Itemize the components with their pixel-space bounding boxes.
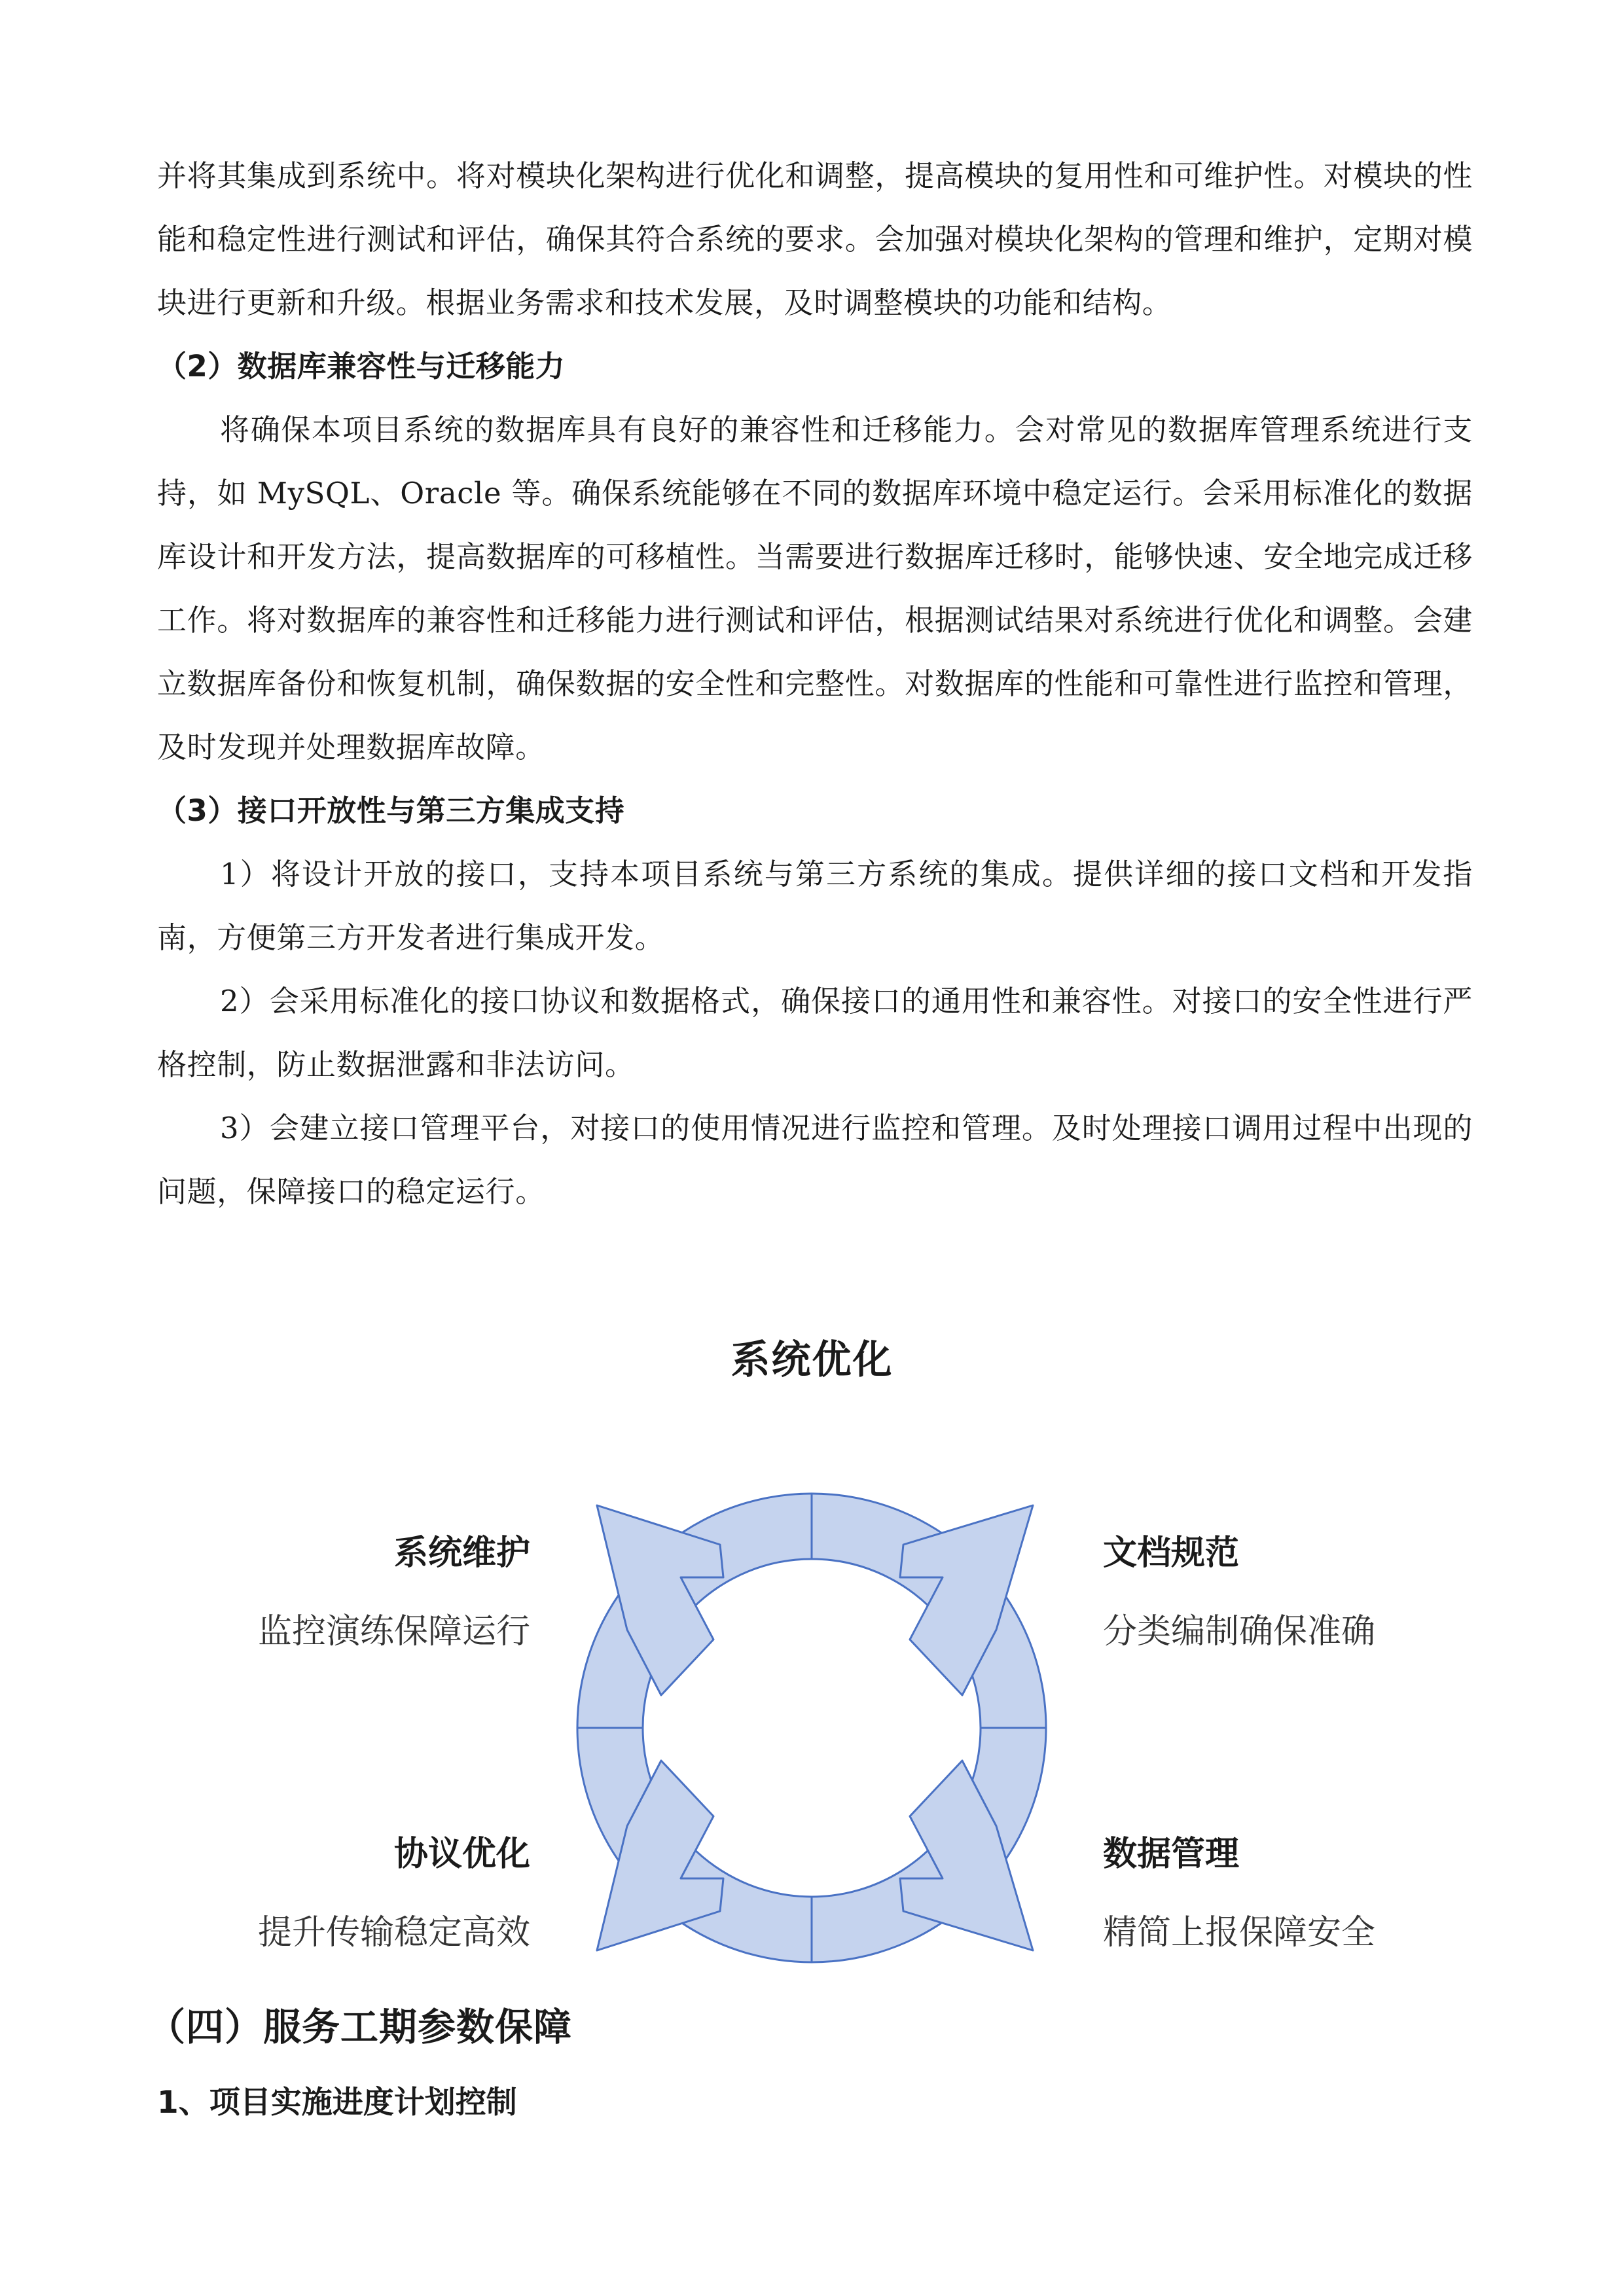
body-text: [157, 144, 1473, 1223]
cycle-ring: [577, 1494, 1046, 1962]
label-system-maintenance-desc: 监控演练保障运行: [257, 1612, 530, 1651]
paragraph-database-compatibility: 将确保本项目系统的数据库具有良好的兼容性和迁移能力。会对常见的数据库管理系统进行支持，如 MySQL、Oracle 等。确保系统能够在不同的数据库环境中稳定运行。会采用标准化的数据库设计和开发方法，提高数据库的可移植性。当需要进行数据库迁移时，能够快速、安全地完成迁移工作。将对数据库的兼容性和迁移能力进行测试和评估，根据测试结果对系统进行优化和调整。会建立数据库备份和恢复机制，确保数据的安全性和完整性。对数据库的性能和可靠性进行监控和管理，及时发现并处理数据库故障。: [157, 412, 1473, 764]
label-document-standard-title: 文档规范: [1103, 1534, 1240, 1573]
paragraph-module-architecture: 并将其集成到系统中。将对模块化架构进行优化和调整，提高模块的复用性和可维护性。对模块的性能和稳定性进行测试和评估，确保其符合系统的要求。会加强对模块化架构的管理和维护，定期对模块进行更新和升级。根据业务需求和技术发展，及时调整模块的功能和结构。: [157, 158, 1473, 320]
section-heading-4-1: 1、项目实施进度计划控制: [157, 2085, 517, 2121]
cycle-diagram: [563, 1479, 1060, 1977]
section-heading-4: （四）服务工期参数保障: [147, 2005, 573, 2049]
diagram-title: 系统优化: [731, 1337, 893, 1383]
label-system-maintenance-title: 系统维护: [393, 1534, 530, 1573]
label-document-standard-desc: 分类编制确保准确: [1103, 1612, 1376, 1651]
label-data-management-title: 数据管理: [1103, 1835, 1240, 1874]
paragraph-interface-2: 2）会采用标准化的接口协议和数据格式，确保接口的通用性和兼容性。对接口的安全性进行严格控制，防止数据泄露和非法访问。: [157, 984, 1473, 1082]
label-protocol-optimization-desc: 提升传输稳定高效: [257, 1913, 530, 1952]
paragraph-interface-1: 1）将设计开放的接口，支持本项目系统与第三方系统的集成。提供详细的接口文档和开发指南，方便第三方开发者进行集成开发。: [157, 857, 1473, 955]
paragraph-interface-3: 3）会建立接口管理平台，对接口的使用情况进行监控和管理。及时处理接口调用过程中出现的问题，保障接口的稳定运行。: [157, 1111, 1473, 1209]
label-data-management-desc: 精简上报保障安全: [1103, 1913, 1376, 1952]
heading-interface-openness: （3）接口开放性与第三方集成支持: [157, 793, 625, 828]
heading-database-compatibility: （2）数据库兼容性与迁移能力: [157, 349, 566, 384]
label-protocol-optimization-title: 协议优化: [393, 1835, 530, 1874]
